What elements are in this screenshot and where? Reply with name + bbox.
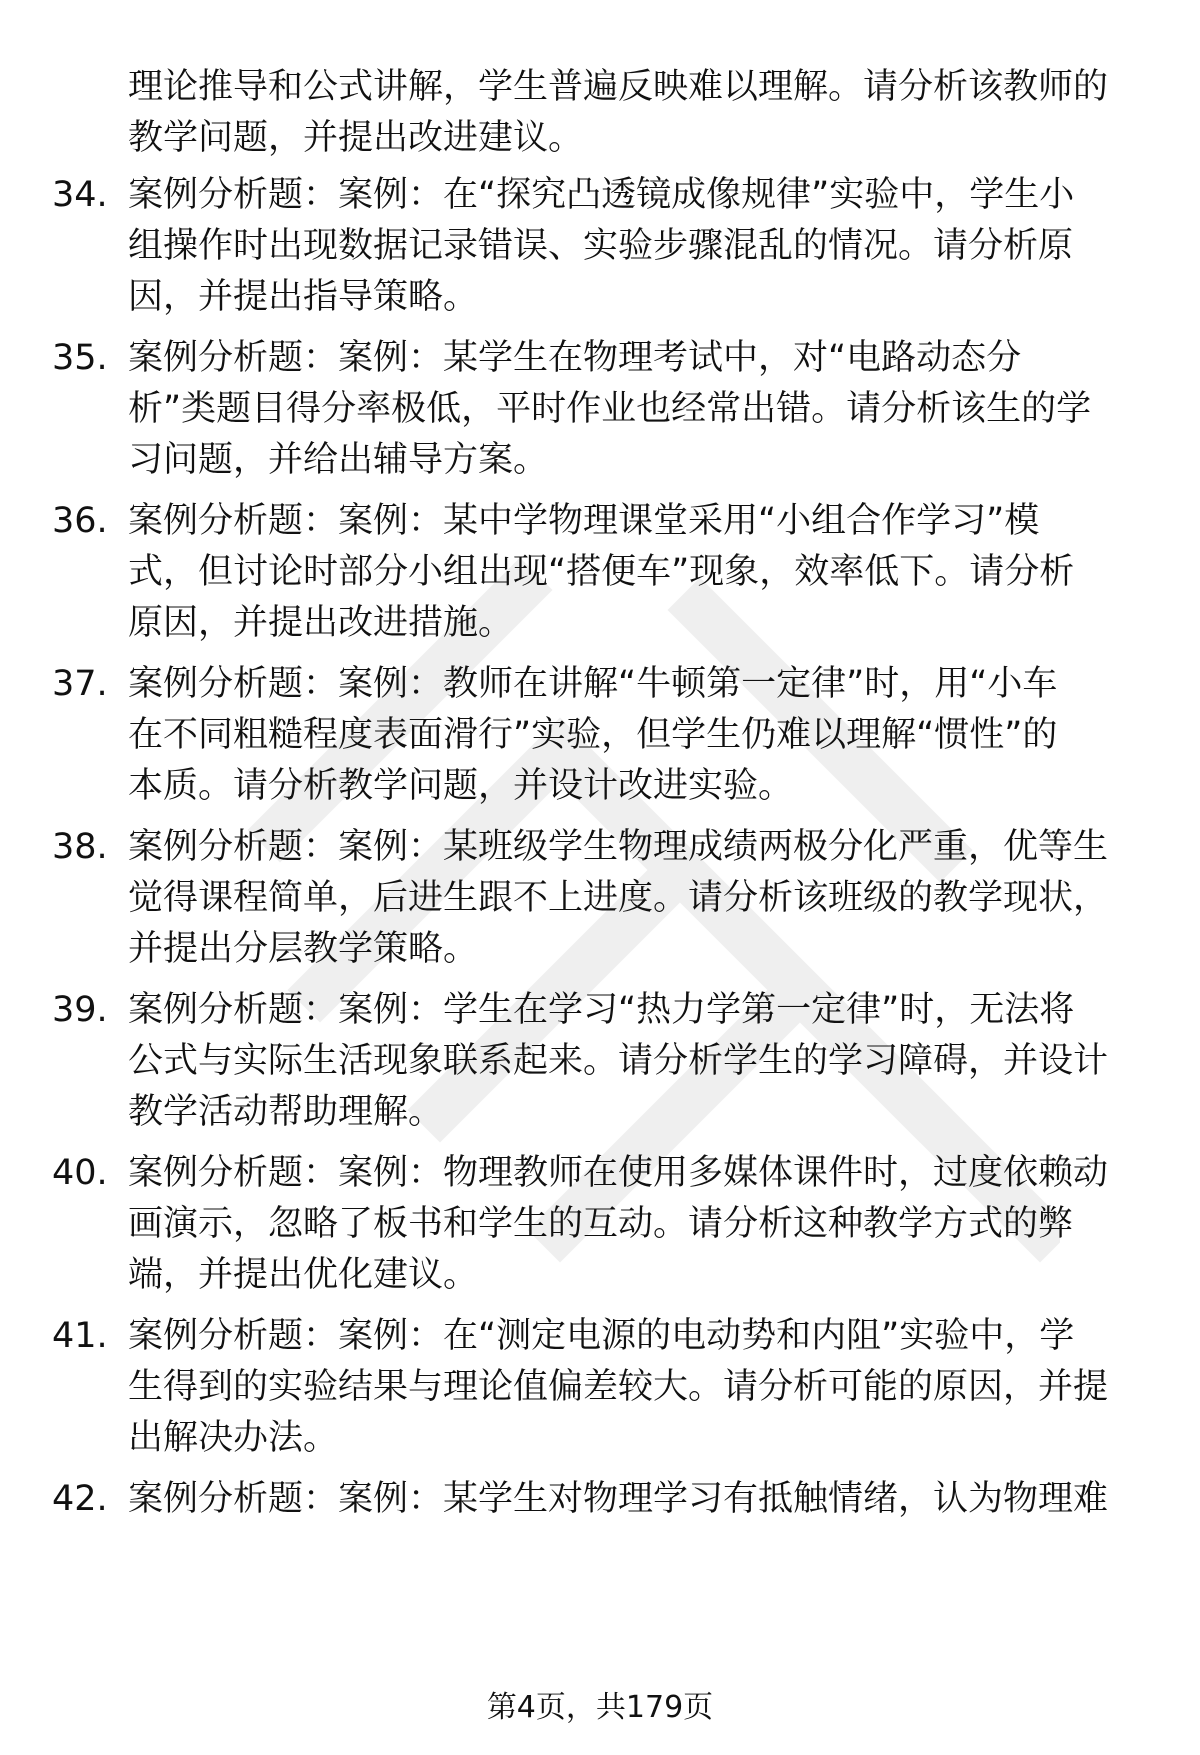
- question-number: 38.: [52, 827, 108, 867]
- question-text: 案例分析题：案例：在“探究凸透镜成像规律”实验中，学生小 组操作时出现数据记录错误、实验步骤混乱的情况。请分析原 因，并提出指导策略。: [128, 175, 1075, 317]
- question-text: 案例分析题：案例：物理教师在使用多媒体课件时，过度依赖动 画演示，忽略了板书和学生的互动。请分析这种教学方式的弊 端，并提出优化建议。: [128, 1153, 1109, 1295]
- question-number: 36.: [52, 501, 108, 541]
- question-number: 40.: [52, 1153, 108, 1193]
- question-text: 案例分析题：案例：教师在讲解“牛顿第一定律”时，用“小车 在不同粗糙程度表面滑行”实验，但学生仍难以理解“惯性”的 本质。请分析教学问题，并设计改进实验。: [128, 664, 1058, 806]
- question-text: 案例分析题：案例：某学生对物理学习有抵触情绪，认为物理难: [128, 1479, 1109, 1519]
- question-text: 案例分析题：案例：某班级学生物理成绩两极分化严重，优等生 觉得课程简单，后进生跟不上进度。请分析该班级的教学现状， 并提出分层教学策略。: [128, 827, 1109, 969]
- question-text: 案例分析题：案例：某中学物理课堂采用“小组合作学习”模 式，但讨论时部分小组出现“搭便车”现象，效率低下。请分析 原因，并提出改进措施。: [128, 501, 1075, 643]
- question-number: 34.: [52, 175, 108, 215]
- question-number: 35.: [52, 338, 108, 378]
- continuation-text: 理论推导和公式讲解，学生普遍反映难以理解。请分析该教师的 教学问题，并提出改进建议。: [128, 67, 1109, 158]
- page-footer: 第4页，共179页: [486, 1690, 714, 1725]
- question-number: 42.: [52, 1479, 108, 1519]
- question-number: 41.: [52, 1316, 108, 1356]
- question-number: 39.: [52, 990, 108, 1030]
- question-number: 37.: [52, 664, 108, 704]
- question-text: 案例分析题：案例：学生在学习“热力学第一定律”时，无法将 公式与实际生活现象联系起来。请分析学生的学习障碍，并设计 教学活动帮助理解。: [128, 990, 1109, 1132]
- question-text: 案例分析题：案例：某学生在物理考试中，对“电路动态分 析”类题目得分率极低，平时作业也经常出错。请分析该生的学 习问题，并给出辅导方案。: [128, 338, 1092, 480]
- question-text: 案例分析题：案例：在“测定电源的电动势和内阻”实验中，学 生得到的实验结果与理论值偏差较大。请分析可能的原因，并提 出解决办法。: [128, 1316, 1109, 1458]
